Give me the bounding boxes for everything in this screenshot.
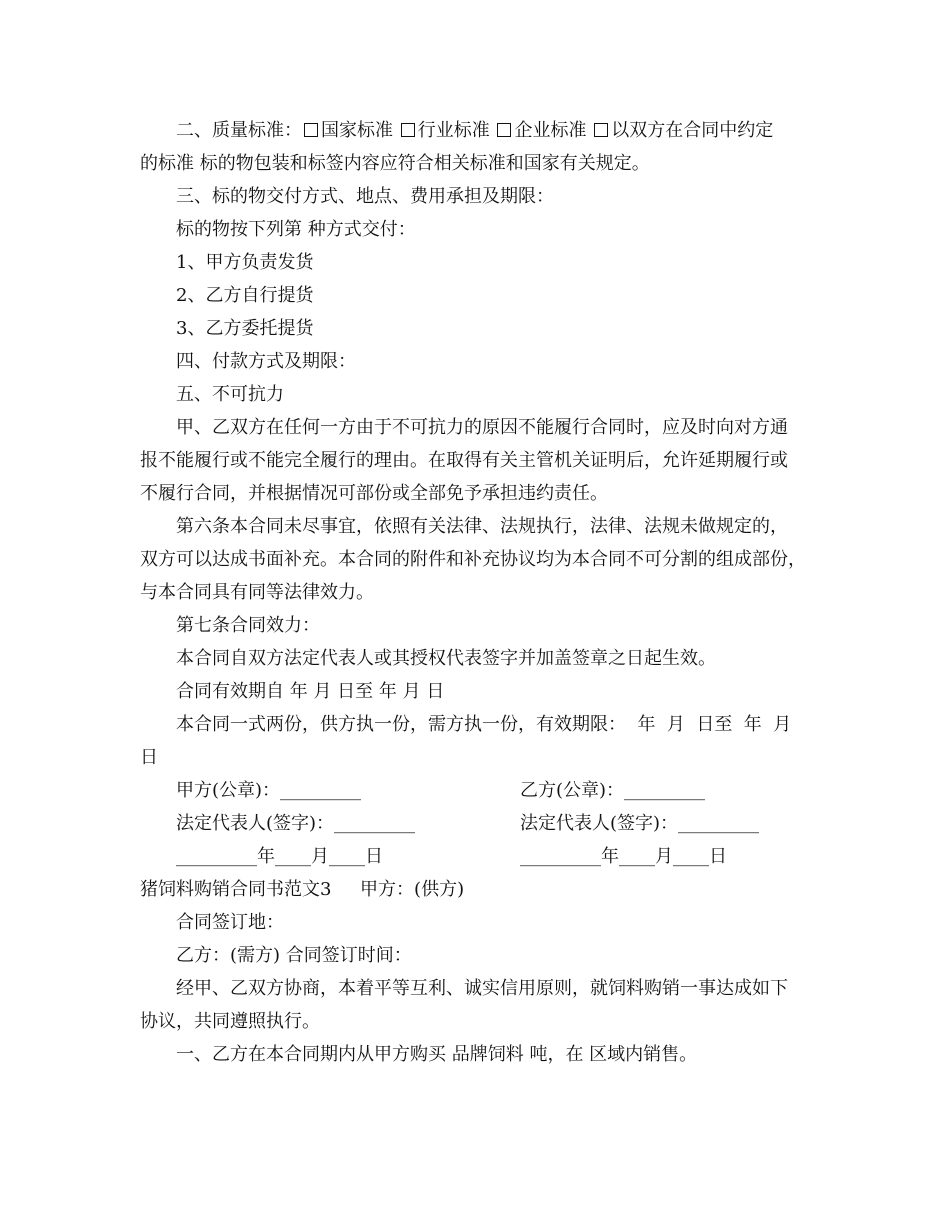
paragraph-line: 乙方：(需方) 合同签订时间：	[176, 945, 412, 966]
quality-standard-heading: 二、质量标准：	[176, 120, 302, 141]
section-heading-payment: 四、付款方式及期限：	[176, 351, 356, 372]
paragraph-line: 与本合同具有同等法律效力。	[140, 582, 374, 603]
quality-standard-line	[176, 120, 773, 142]
checkbox-national-standard[interactable]	[304, 123, 318, 137]
party-b-seal-field: 乙方(公章)：_________	[520, 780, 706, 801]
checkbox-enterprise-standard[interactable]	[497, 123, 511, 137]
paragraph-line: 一、乙方在本合同期内从甲方购买 品牌饲料 吨，在 区域内销售。	[176, 1044, 698, 1065]
party-a-representative-field: 法定代表人(签字)：_________	[176, 813, 416, 834]
checkbox-industry-standard[interactable]	[401, 123, 415, 137]
list-item: 1、甲方负责发货	[176, 252, 314, 273]
paragraph-line: 的标准 标的物包装和标签内容应符合相关标准和国家有关规定。	[140, 153, 650, 174]
checkbox-agreed-standard[interactable]	[594, 123, 608, 137]
paragraph-line: 经甲、乙双方协商，本着平等互利、诚实信用原则，就饲料购销一事达成如下	[176, 978, 788, 999]
party-a-seal-field: 甲方(公章)：_________	[176, 780, 362, 801]
party-b-date-field: _________年____月____日	[520, 846, 727, 867]
paragraph-line: 报不能履行或不能完全履行的理由。在取得有关主管机关证明后，允许延期履行或	[140, 450, 788, 471]
list-item: 2、乙方自行提货	[176, 285, 314, 306]
list-item: 3、乙方委托提货	[176, 318, 314, 339]
party-a-date-field: _________年____月____日	[176, 846, 383, 867]
option-enterprise-standard: 企业标准	[514, 120, 587, 141]
section-heading-effect: 第七条合同效力：	[176, 615, 320, 636]
paragraph-line: 协议，共同遵照执行。	[140, 1011, 320, 1032]
paragraph-line: 第六条本合同未尽事宜，依照有关法律、法规执行，法律、法规未做规定的，	[176, 516, 788, 537]
option-national-standard: 国家标准	[321, 120, 393, 141]
party-b-representative-field: 法定代表人(签字)：_________	[520, 813, 760, 834]
paragraph-line: 合同签订地：	[176, 912, 284, 933]
contract-title-line: 猪饲料购销合同书范文3 甲方：(供方)	[140, 879, 465, 900]
paragraph-line: 合同有效期自 年 月 日至 年 月 日	[176, 681, 445, 702]
paragraph-line: 本合同自双方法定代表人或其授权代表签字并加盖签章之日起生效。	[176, 648, 716, 669]
paragraph-line: 甲、乙双方在任何一方由于不可抗力的原因不能履行合同时，应及时向对方通	[176, 417, 788, 438]
section-heading-delivery: 三、标的物交付方式、地点、费用承担及期限：	[176, 186, 554, 207]
section-heading-force-majeure: 五、不可抗力	[176, 384, 284, 405]
option-industry-standard: 行业标准	[417, 120, 490, 141]
paragraph-line: 日	[140, 747, 158, 768]
paragraph-line: 双方可以达成书面补充。本合同的附件和补充协议均为本合同不可分割的组成部份，	[140, 549, 806, 570]
paragraph-line: 本合同一式两份，供方执一份，需方执一份，有效期限： 年 月 日至 年 月	[176, 714, 792, 735]
paragraph-line: 标的物按下列第 种方式交付：	[176, 219, 416, 240]
paragraph-line: 不履行合同，并根据情况可部份或全部免予承担违约责任。	[140, 483, 608, 504]
option-agreed-standard: 以双方在合同中约定	[611, 120, 774, 141]
